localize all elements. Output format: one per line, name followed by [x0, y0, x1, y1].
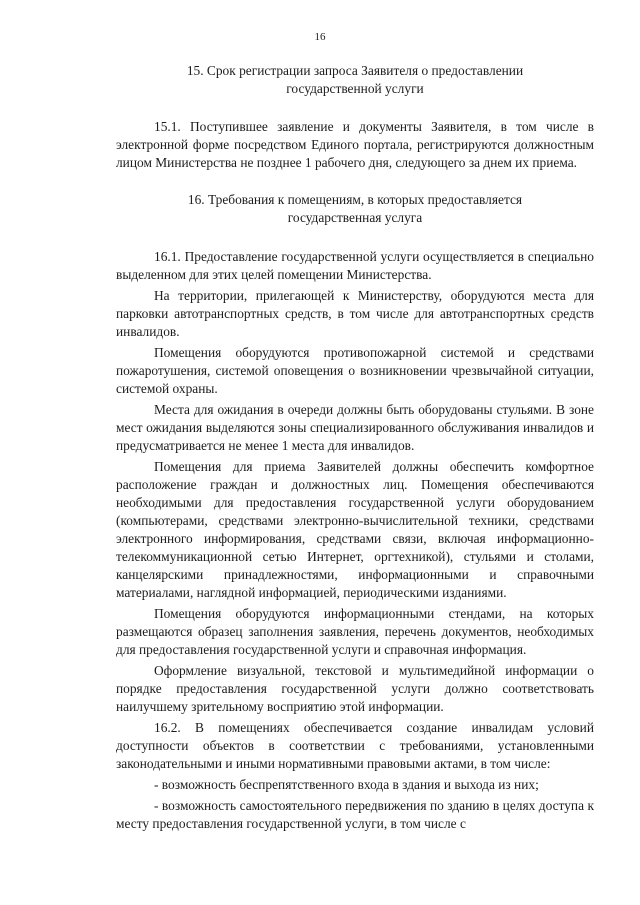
paragraph-info-stands: Помещения оборудуются информационными стендами, на которых размещаются образец заполнения заявления, перечень документов, необходимых для предоставления государственной услуги и справочная информация. [116, 606, 594, 657]
section-16-heading [116, 191, 594, 227]
paragraph-info-design: Оформление визуальной, текстовой и мультимедийной информации о порядке предоставления государственной услуги должно соответствовать наилучшему зрительному восприятию этой информации. [116, 663, 594, 714]
page-number: 16 [314, 31, 326, 43]
document-body [116, 62, 594, 833]
paragraph-reception-rooms: Помещения для приема Заявителей должны обеспечить комфортное расположение граждан и должностных лиц. Помещения обеспечиваются необходимыми для предоставления государственной услуги оборудованием (компьютерами, средствами электронно-вычислительной техники, средствами электронного информирования, средствами связи, включая информационно-телекоммуникационной сетью Интернет, оргтехникой), стульями и столами, канцелярскими принадлежностями, информационными и справочными материалами, наглядной информацией, периодическими изданиями. [116, 459, 594, 600]
paragraph-waiting-area: Места для ожидания в очереди должны быть оборудованы стульями. В зоне мест ожидания выделяются зоны специализированного обслуживания инвалидов и предусматривается не менее 1 места для инвалидов. [116, 402, 594, 453]
paragraph-15-1: 15.1. Поступившее заявление и документы Заявителя, в том числе в электронной форме посредством Единого портала, регистрируются должностным лицом Министерства не позднее 1 рабочего дня, следующего за днем их приема. [116, 119, 594, 170]
heading-line: 15. Срок регистрации запроса Заявителя о предоставлении [186, 63, 524, 78]
paragraph-fire-safety: Помещения оборудуются противопожарной системой и средствами пожаротушения, системой оповещения о возникновении чрезвычайной ситуации, системой охраны. [116, 345, 594, 396]
paragraph-16-2: 16.2. В помещениях обеспечивается создание инвалидам условий доступности объектов в соответствии с требованиями, установленными законодательными и иными нормативными правовыми актами, в том числе: [116, 720, 594, 771]
paragraph-parking: На территории, прилегающей к Министерству, оборудуются места для парковки автотранспортных средств, в том числе для автотранспортных средств инвалидов. [116, 288, 594, 339]
heading-line: государственной услуги [286, 81, 424, 96]
list-item-movement: - возможность самостоятельного передвижения по зданию в целях доступа к месту предоставления государственной услуги, в том числе с [116, 798, 594, 831]
list-item-entry-exit: - возможность беспрепятственного входа в здания и выхода из них; [154, 777, 539, 792]
heading-line: 16. Требования к помещениям, в которых предоставляется [187, 192, 523, 207]
section-15-heading [116, 62, 594, 98]
paragraph-16-1: 16.1. Предоставление государственной услуги осуществляется в специально выделенном для этих целей помещении Министерства. [116, 249, 594, 282]
heading-line: государственная услуга [287, 210, 423, 225]
